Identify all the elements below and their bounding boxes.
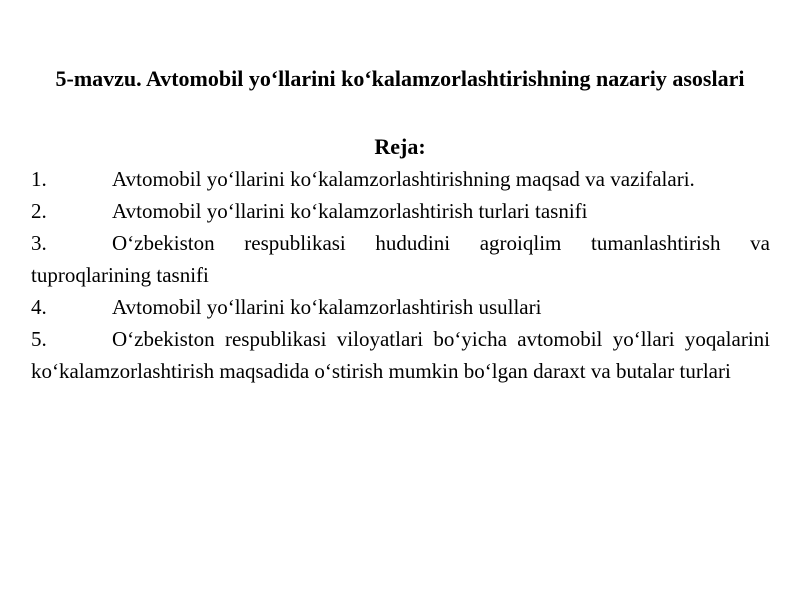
plan-item-text: O‘zbekiston respublikasi hududini agroiqlim tumanlashtirish va tuproqlarining tasnifi [31,231,770,287]
plan-item-text: Avtomobil yo‘llarini ko‘kalamzorlashtirishning maqsad va vazifalari. [112,167,695,191]
plan-item-text: Avtomobil yo‘llarini ko‘kalamzorlashtirish usullari [112,295,542,319]
plan-item-2 [31,195,770,227]
plan-list [31,163,770,387]
plan-item-text: O‘zbekiston respublikasi viloyatlari bo‘yicha avtomobil yo‘llari yoqalarini ko‘kalamzorlashtirish maqsadida o‘stirish mumkin bo‘lgan daraxt va butalar turlari [31,327,770,383]
plan-item-text: Avtomobil yo‘llarini ko‘kalamzorlashtirish turlari tasnifi [112,199,588,223]
plan-item-number: 2. [31,199,47,223]
slide-title: 5-mavzu. Avtomobil yo‘llarini ko‘kalamzorlashtirishning nazariy asoslari [55,66,745,91]
plan-item-number: 1. [31,167,47,191]
plan-item-number: 3. [31,231,47,255]
plan-item-5 [31,323,770,387]
plan-item-3 [31,227,770,291]
plan-heading: Reja: [374,134,426,159]
plan-item-4 [31,291,770,323]
plan-item-1 [31,163,770,195]
plan-item-number: 5. [31,327,47,351]
plan-item-number: 4. [31,295,47,319]
